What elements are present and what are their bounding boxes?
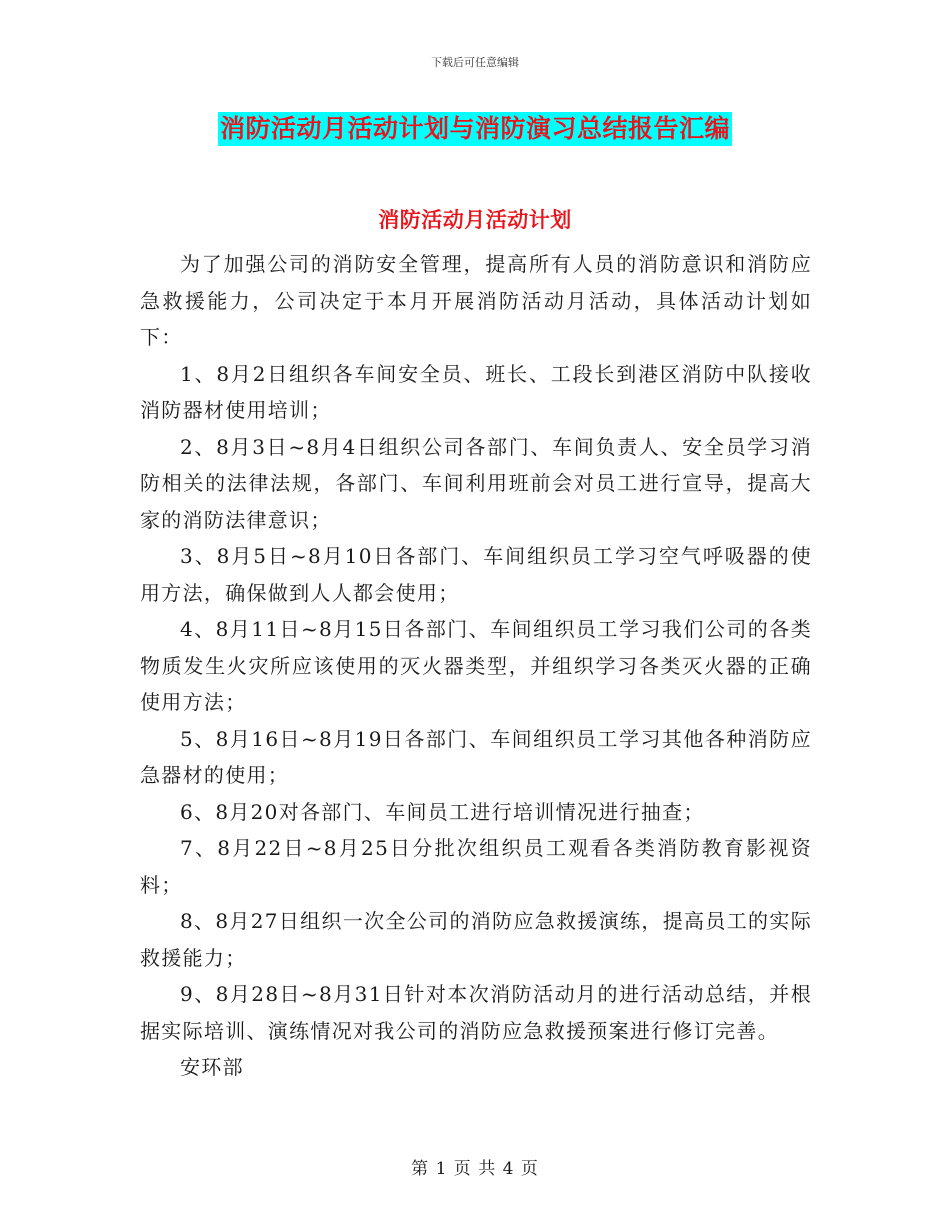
plan-item-1: 1、8月2日组织各车间安全员、班长、工段长到港区消防中队接收消防器材使用培训；: [140, 361, 812, 422]
plan-item-5: 5、8月16日~8月19日各部门、车间组织员工学习其他各种消防应急器材的使用；: [140, 726, 812, 787]
page-footer: 第 1 页 共 4 页: [411, 1159, 539, 1179]
plan-item-7: 7、8月22日~8月25日分批次组织员工观看各类消防教育影视资料；: [140, 836, 812, 897]
document-title: 消防活动月活动计划与消防演习总结报告汇编: [218, 112, 732, 146]
plan-item-3: 3、8月5日~8月10日各部门、车间组织员工学习空气呼吸器的使用方法，确保做到人人都会使用；: [140, 544, 812, 605]
plan-item-9: 9、8月28日~8月31日针对本次消防活动月的进行活动总结，并根据实际培训、演练情况对我公司的消防应急救援预案进行修订完善。: [140, 982, 812, 1043]
plan-item-2: 2、8月3日~8月4日组织公司各部门、车间负责人、安全员学习消防相关的法律法规，各部门、车间利用班前会对员工进行宣导，提高大家的消防法律意识；: [140, 434, 812, 532]
signature-department: 安环部: [180, 1055, 244, 1079]
page-header: 下载后可任意编辑: [431, 56, 519, 69]
plan-item-6: 6、8月20对各部门、车间员工进行培训情况进行抽查；: [180, 799, 705, 824]
plan-item-8: 8、8月27日组织一次全公司的消防应急救援演练，提高员工的实际救援能力；: [140, 909, 812, 970]
intro-paragraph: 为了加强公司的消防安全管理，提高所有人员的消防意识和消防应急救援能力，公司决定于本月开展消防活动月活动，具体活动计划如下：: [140, 252, 812, 349]
document-title-container: [0, 112, 950, 146]
plan-item-4: 4、8月11日~8月15日各部门、车间组织员工学习我们公司的各类物质发生火灾所应该使用的灭火器类型，并组织学习各类灭火器的正确使用方法；: [140, 617, 812, 714]
document-body: [140, 246, 812, 1086]
section-title: 消防活动月活动计划: [378, 207, 572, 232]
